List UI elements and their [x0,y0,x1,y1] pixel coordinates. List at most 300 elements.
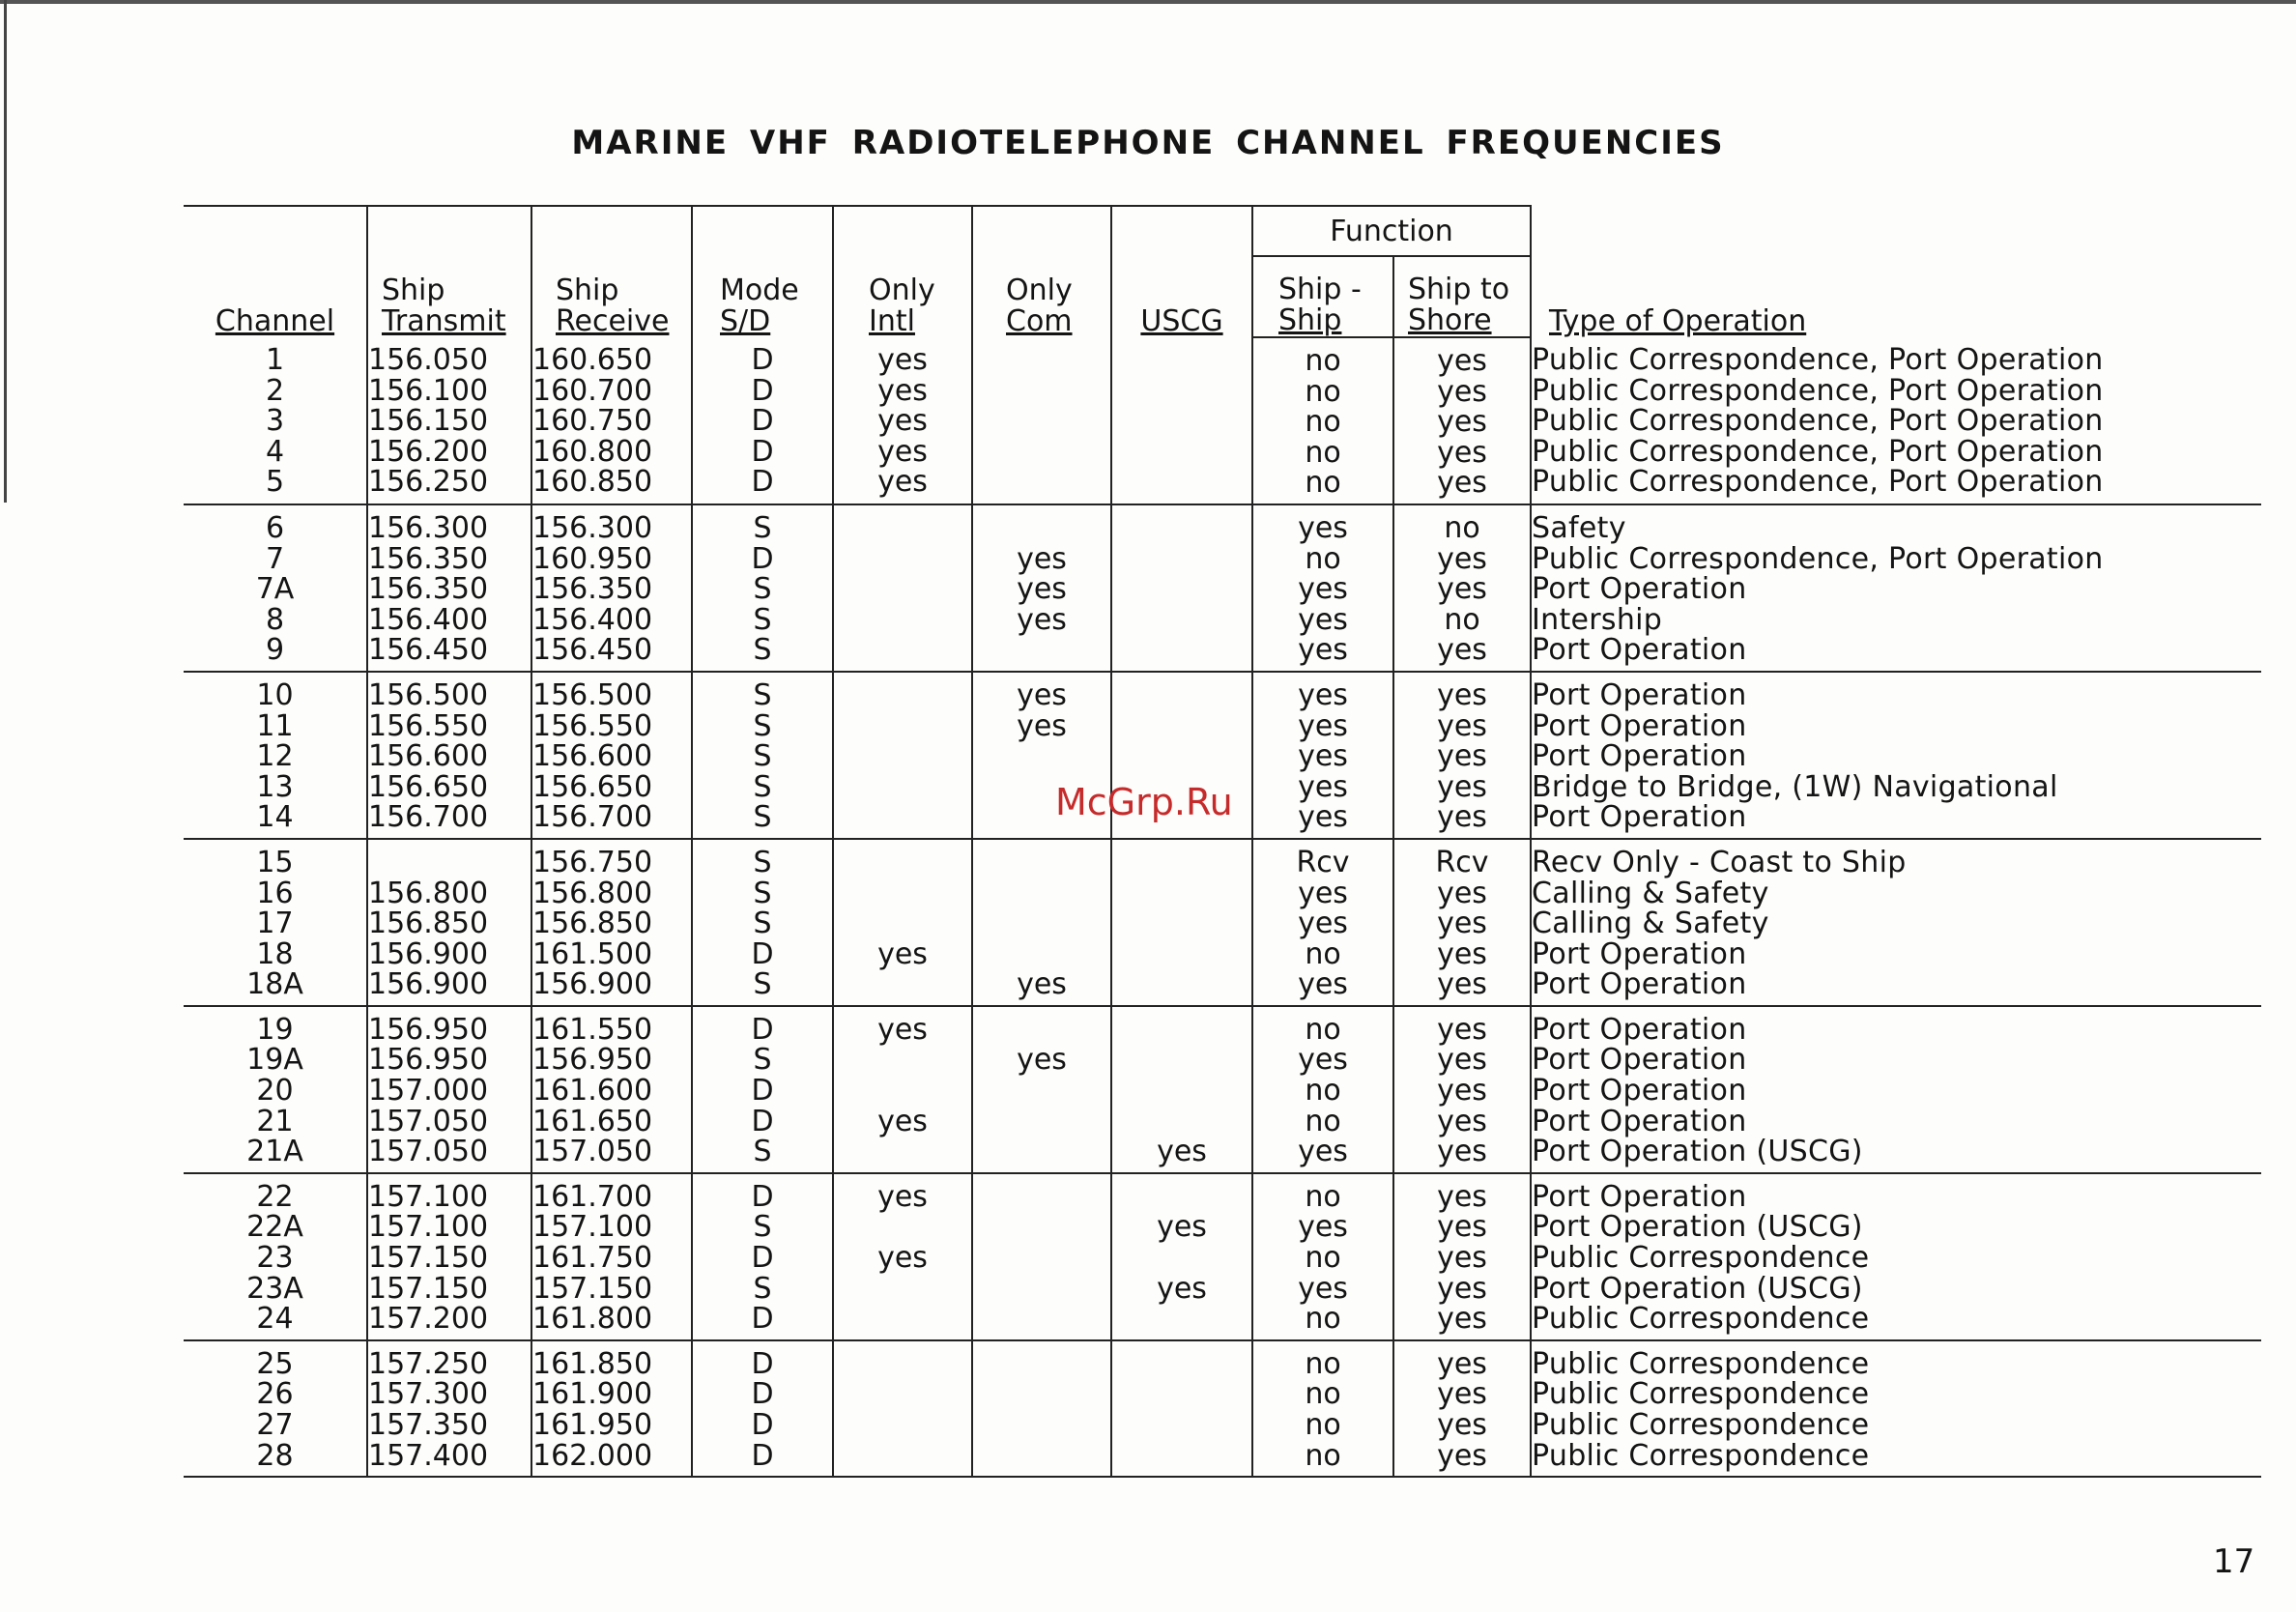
cell-only-intl [834,772,971,803]
cell-ship-receive: 156.450 [532,633,653,668]
cell-ship-shore: yes [1437,907,1487,941]
cell-uscg [1112,1182,1251,1213]
cell-ship-ship: no [1305,1074,1341,1108]
column-only-intl [833,839,972,1006]
cell-only-com [973,1243,1110,1274]
header-ship-ship: Ship - Ship [1252,256,1393,337]
cell-type-of-operation: Recv Only - Coast to Ship [1532,845,1907,879]
cell-uscg [1112,680,1251,711]
cell-channel: 25 [256,1346,294,1381]
cell-type-of-operation: Public Correspondence [1532,1302,1870,1337]
cell-ship-shore: yes [1437,1271,1487,1306]
cell-mode: S [753,708,772,743]
cell-ship-transmit: 156.200 [368,434,489,469]
cell-uscg [1112,711,1251,742]
column-only-intl [833,1173,972,1340]
cell-only-intl: yes [877,1179,928,1214]
cell-only-com: yes [1017,602,1067,637]
channel-group [184,1006,2261,1173]
cell-ship-ship: yes [1298,708,1348,743]
cell-only-intl [834,544,971,575]
cell-ship-receive: 161.800 [532,1302,653,1337]
cell-ship-receive: 156.400 [532,602,653,637]
cell-only-intl [834,1045,971,1076]
cell-uscg [1112,1379,1251,1410]
cell-ship-transmit: 156.550 [368,708,489,743]
cell-ship-receive: 157.150 [532,1271,653,1306]
cell-uscg [1112,513,1251,544]
cell-only-com [973,1076,1110,1107]
column-type-of-operation [1531,672,2261,839]
cell-only-com [973,345,1110,376]
column-uscg [1111,504,1252,672]
cell-channel: 13 [256,769,294,804]
cell-mode: D [751,1408,774,1442]
cell-only-intl: yes [877,434,928,469]
column-ship-shore [1393,1173,1531,1340]
cell-only-intl: yes [877,404,928,439]
channel-group [184,337,2261,504]
cell-only-intl [834,574,971,605]
cell-only-com [973,939,1110,970]
cell-ship-ship: no [1305,1012,1341,1047]
column-ship-transmit [367,839,531,1006]
channel-group [184,839,2261,1006]
cell-channel: 17 [256,907,294,941]
header-channel: Channel [184,206,367,337]
cell-only-intl [834,802,971,833]
cell-only-intl [834,1076,971,1107]
cell-ship-ship: no [1305,1438,1341,1473]
cell-ship-shore: yes [1437,541,1487,576]
cell-ship-transmit: 156.900 [368,936,489,971]
cell-uscg [1112,1045,1251,1076]
cell-ship-ship: yes [1298,1210,1348,1245]
cell-ship-shore: yes [1437,1104,1487,1138]
cell-channel: 7 [265,541,285,576]
cell-ship-transmit: 157.050 [368,1104,489,1138]
cell-only-intl [834,1212,971,1243]
cell-only-com [973,635,1110,666]
cell-ship-receive: 161.550 [532,1012,653,1047]
cell-channel: 18A [246,967,303,1002]
cell-ship-receive: 160.800 [532,434,653,469]
cell-ship-receive: 156.300 [532,510,653,545]
cell-only-com [973,1015,1110,1046]
cell-mode: S [753,633,772,668]
cell-ship-receive: 157.100 [532,1210,653,1245]
cell-ship-shore: yes [1437,739,1487,774]
cell-channel: 16 [256,876,294,910]
cell-only-intl [834,605,971,636]
cell-type-of-operation: Intership [1532,602,1663,637]
cell-ship-receive: 156.850 [532,907,653,941]
cell-ship-transmit: 156.950 [368,1043,489,1078]
column-only-com [972,839,1111,1006]
cell-channel: 8 [265,602,285,637]
column-mode [692,1340,833,1477]
cell-ship-receive: 161.950 [532,1408,653,1442]
table-row [184,337,2261,504]
cell-mode: S [753,677,772,712]
cell-ship-transmit: 157.300 [368,1377,489,1412]
cell-only-com [973,1182,1110,1213]
cell-mode: S [753,800,772,835]
cell-uscg [1112,406,1251,437]
cell-uscg [1112,1015,1251,1046]
cell-only-com [973,1212,1110,1243]
cell-uscg [1112,1410,1251,1441]
cell-mode: S [753,602,772,637]
cell-only-com [973,1349,1110,1380]
cell-ship-shore: yes [1437,405,1487,440]
cell-type-of-operation: Port Operation [1532,800,1747,835]
cell-type-of-operation: Port Operation [1532,677,1747,712]
cell-ship-receive: 162.000 [532,1438,653,1473]
cell-uscg [1112,635,1251,666]
cell-uscg [1112,741,1251,772]
cell-ship-transmit: 157.100 [368,1210,489,1245]
cell-ship-receive: 160.950 [532,541,653,576]
cell-only-com: yes [1017,541,1067,576]
cell-mode: D [751,434,774,469]
cell-channel: 23A [246,1271,303,1306]
cell-ship-transmit: 156.850 [368,907,489,941]
top-edge-rule [0,0,2296,4]
column-type-of-operation [1531,1006,2261,1173]
cell-only-com [973,1304,1110,1335]
column-type-of-operation [1531,337,2261,504]
column-ship-ship [1252,1006,1393,1173]
column-only-com [972,504,1111,672]
cell-only-intl: yes [877,1012,928,1047]
cell-type-of-operation: Public Correspondence [1532,1438,1870,1473]
header-ship-receive: Ship Receive [531,206,692,337]
column-channel [184,1006,367,1173]
cell-ship-shore: yes [1437,936,1487,971]
cell-only-intl [834,878,971,909]
cell-ship-ship: no [1305,1104,1341,1138]
cell-ship-shore: yes [1437,1074,1487,1108]
header-uscg: USCG [1111,206,1252,337]
column-type-of-operation [1531,504,2261,672]
cell-channel: 7A [255,572,295,607]
cell-only-com: yes [1017,708,1067,743]
cell-type-of-operation: Port Operation [1532,1179,1747,1214]
cell-ship-ship: no [1305,541,1341,576]
cell-channel: 20 [256,1074,294,1108]
cell-ship-ship: no [1305,405,1341,440]
column-mode [692,1173,833,1340]
cell-uscg [1112,376,1251,407]
cell-ship-shore: yes [1437,708,1487,743]
cell-type-of-operation: Port Operation [1532,572,1747,607]
cell-only-intl [834,1441,971,1472]
cell-mode: S [753,1043,772,1078]
header-only-intl: Only Intl [833,206,972,337]
cell-mode: D [751,1438,774,1473]
cell-ship-ship: no [1305,1179,1341,1214]
cell-only-intl [834,1274,971,1305]
cell-type-of-operation: Port Operation [1532,1074,1747,1108]
cell-type-of-operation: Port Operation (USCG) [1532,1271,1863,1306]
cell-type-of-operation: Public Correspondence [1532,1241,1870,1276]
column-ship-shore [1393,672,1531,839]
column-uscg [1111,839,1252,1006]
cell-ship-transmit [368,848,531,878]
cell-type-of-operation: Port Operation [1532,1012,1747,1047]
column-ship-ship [1252,672,1393,839]
cell-uscg [1112,969,1251,1000]
cell-channel: 26 [256,1377,294,1412]
cell-only-intl [834,1410,971,1441]
cell-ship-receive: 156.650 [532,769,653,804]
cell-ship-ship: yes [1298,1043,1348,1078]
frequency-table [184,205,2261,1478]
cell-ship-receive: 160.700 [532,373,653,408]
left-edge-rule [4,0,7,503]
cell-ship-transmit: 156.300 [368,510,489,545]
cell-uscg [1112,1107,1251,1137]
column-ship-ship [1252,1340,1393,1477]
cell-only-intl [834,711,971,742]
cell-channel: 21 [256,1104,294,1138]
cell-ship-shore: yes [1437,967,1487,1002]
cell-ship-shore: yes [1437,1408,1487,1442]
column-only-com [972,1173,1111,1340]
cell-ship-ship: no [1305,1241,1341,1276]
cell-only-com [973,467,1110,498]
column-ship-receive [531,1173,692,1340]
column-mode [692,672,833,839]
column-channel [184,504,367,672]
cell-ship-shore: yes [1437,1438,1487,1473]
column-type-of-operation [1531,1340,2261,1477]
cell-mode: D [751,465,774,500]
cell-only-intl [834,1137,971,1167]
cell-ship-ship: no [1305,936,1341,971]
column-ship-ship [1252,504,1393,672]
cell-type-of-operation: Port Operation [1532,739,1747,774]
cell-mode: S [753,845,772,879]
column-ship-shore [1393,504,1531,672]
cell-ship-shore: yes [1437,1179,1487,1214]
cell-only-intl [834,680,971,711]
cell-channel: 28 [256,1438,294,1473]
cell-mode: D [751,936,774,971]
cell-ship-shore: yes [1437,374,1487,409]
cell-ship-transmit: 156.900 [368,967,489,1002]
column-ship-receive [531,504,692,672]
cell-mode: D [751,1012,774,1047]
cell-type-of-operation: Calling & Safety [1532,876,1769,910]
cell-ship-receive: 161.750 [532,1241,653,1276]
column-channel [184,337,367,504]
cell-ship-transmit: 156.800 [368,876,489,910]
cell-ship-shore: yes [1437,1135,1487,1169]
cell-uscg [1112,1349,1251,1380]
cell-ship-transmit: 156.700 [368,800,489,835]
column-ship-receive [531,1340,692,1477]
cell-ship-transmit: 156.400 [368,602,489,637]
cell-channel: 19 [256,1012,294,1047]
cell-ship-transmit: 156.250 [368,465,489,500]
cell-only-intl: yes [877,936,928,971]
cell-mode: S [753,1210,772,1245]
cell-ship-transmit: 157.050 [368,1135,489,1169]
cell-ship-receive: 156.950 [532,1043,653,1078]
column-channel [184,839,367,1006]
cell-mode: D [751,1241,774,1276]
cell-ship-transmit: 157.400 [368,1438,489,1473]
cell-mode: D [751,541,774,576]
column-ship-shore [1393,1006,1531,1173]
cell-mode: S [753,876,772,910]
cell-ship-shore: no [1444,602,1480,637]
channel-group [184,504,2261,672]
cell-mode: D [751,1377,774,1412]
header-ship-transmit: Ship Transmit [367,206,531,337]
cell-ship-ship: yes [1298,572,1348,607]
cell-ship-receive: 161.900 [532,1377,653,1412]
cell-ship-receive: 161.600 [532,1074,653,1108]
cell-channel: 15 [256,845,294,879]
cell-ship-transmit: 157.000 [368,1074,489,1108]
cell-ship-ship: yes [1298,907,1348,941]
cell-ship-shore: yes [1437,1241,1487,1276]
cell-uscg [1112,1441,1251,1472]
cell-mode: S [753,1271,772,1306]
cell-type-of-operation: Public Correspondence [1532,1408,1870,1442]
column-uscg [1111,1340,1252,1477]
cell-ship-ship: no [1305,1302,1341,1337]
cell-type-of-operation: Public Correspondence [1532,1377,1870,1412]
cell-only-com [973,1107,1110,1137]
cell-ship-receive: 161.650 [532,1104,653,1138]
cell-ship-shore: yes [1437,344,1487,378]
cell-only-intl [834,1379,971,1410]
channel-group [184,1340,2261,1477]
cell-mode: S [753,1135,772,1169]
cell-mode: S [753,510,772,545]
cell-uscg [1112,574,1251,605]
cell-ship-shore: yes [1437,1377,1487,1412]
column-type-of-operation [1531,839,2261,1006]
cell-type-of-operation: Port Operation [1532,1104,1747,1138]
cell-mode: D [751,1346,774,1381]
cell-uscg [1112,908,1251,939]
cell-channel: 9 [265,633,285,668]
cell-mode: D [751,1074,774,1108]
cell-ship-shore: yes [1437,1043,1487,1078]
cell-ship-receive: 161.700 [532,1179,653,1214]
cell-only-intl [834,848,971,878]
table-row [184,1173,2261,1340]
column-only-com [972,1006,1111,1173]
cell-ship-receive: 156.500 [532,677,653,712]
cell-ship-ship: yes [1298,510,1348,545]
column-only-intl [833,1006,972,1173]
cell-uscg [1112,544,1251,575]
cell-uscg [1112,939,1251,970]
cell-mode: S [753,572,772,607]
cell-ship-receive: 156.350 [532,572,653,607]
column-only-intl [833,1340,972,1477]
column-only-com [972,337,1111,504]
column-uscg [1111,1173,1252,1340]
cell-ship-ship: no [1305,1346,1341,1381]
cell-only-intl: yes [877,465,928,500]
cell-channel: 18 [256,936,294,971]
cell-uscg [1112,1076,1251,1107]
cell-uscg [1112,467,1251,498]
column-only-intl [833,504,972,672]
column-ship-receive [531,337,692,504]
cell-ship-transmit: 157.350 [368,1408,489,1442]
cell-ship-ship: no [1305,466,1341,501]
cell-mode: D [751,343,774,377]
table-header [184,206,2261,337]
cell-ship-ship: no [1305,344,1341,378]
column-only-com [972,1340,1111,1477]
cell-ship-receive: 156.550 [532,708,653,743]
cell-ship-ship: yes [1298,769,1348,804]
cell-channel: 19A [246,1043,303,1078]
cell-only-com [973,1137,1110,1167]
cell-ship-transmit: 156.600 [368,739,489,774]
cell-ship-ship: no [1305,435,1341,470]
cell-only-com [973,908,1110,939]
cell-ship-ship: no [1305,1377,1341,1412]
cell-ship-shore: yes [1437,1346,1487,1381]
table-row [184,1006,2261,1173]
cell-ship-shore: yes [1437,800,1487,835]
cell-ship-transmit: 157.100 [368,1179,489,1214]
cell-uscg: yes [1157,1135,1207,1169]
column-uscg [1111,1006,1252,1173]
cell-only-intl [834,741,971,772]
column-ship-ship [1252,1173,1393,1340]
cell-channel: 23 [256,1241,294,1276]
cell-type-of-operation: Port Operation [1532,1043,1747,1078]
cell-ship-ship: yes [1298,1135,1348,1169]
column-ship-receive [531,839,692,1006]
cell-channel: 11 [256,708,294,743]
column-mode [692,504,833,672]
column-ship-receive [531,1006,692,1173]
cell-type-of-operation: Public Correspondence, Port Operation [1532,465,2104,500]
cell-channel: 3 [265,404,285,439]
cell-only-intl: yes [877,373,928,408]
cell-ship-receive: 160.750 [532,404,653,439]
column-ship-shore [1393,1340,1531,1477]
cell-ship-ship: no [1305,1408,1341,1442]
cell-uscg [1112,437,1251,468]
column-ship-transmit [367,504,531,672]
cell-ship-ship: yes [1298,677,1348,712]
cell-channel: 24 [256,1302,294,1337]
cell-mode: D [751,1104,774,1138]
cell-ship-transmit: 156.100 [368,373,489,408]
cell-uscg [1112,878,1251,909]
cell-type-of-operation: Port Operation (USCG) [1532,1210,1863,1245]
cell-mode: S [753,967,772,1002]
cell-type-of-operation: Port Operation [1532,967,1747,1002]
cell-ship-ship: yes [1298,967,1348,1002]
cell-only-com [973,376,1110,407]
cell-ship-shore: Rcv [1435,845,1489,879]
cell-ship-shore: yes [1437,769,1487,804]
